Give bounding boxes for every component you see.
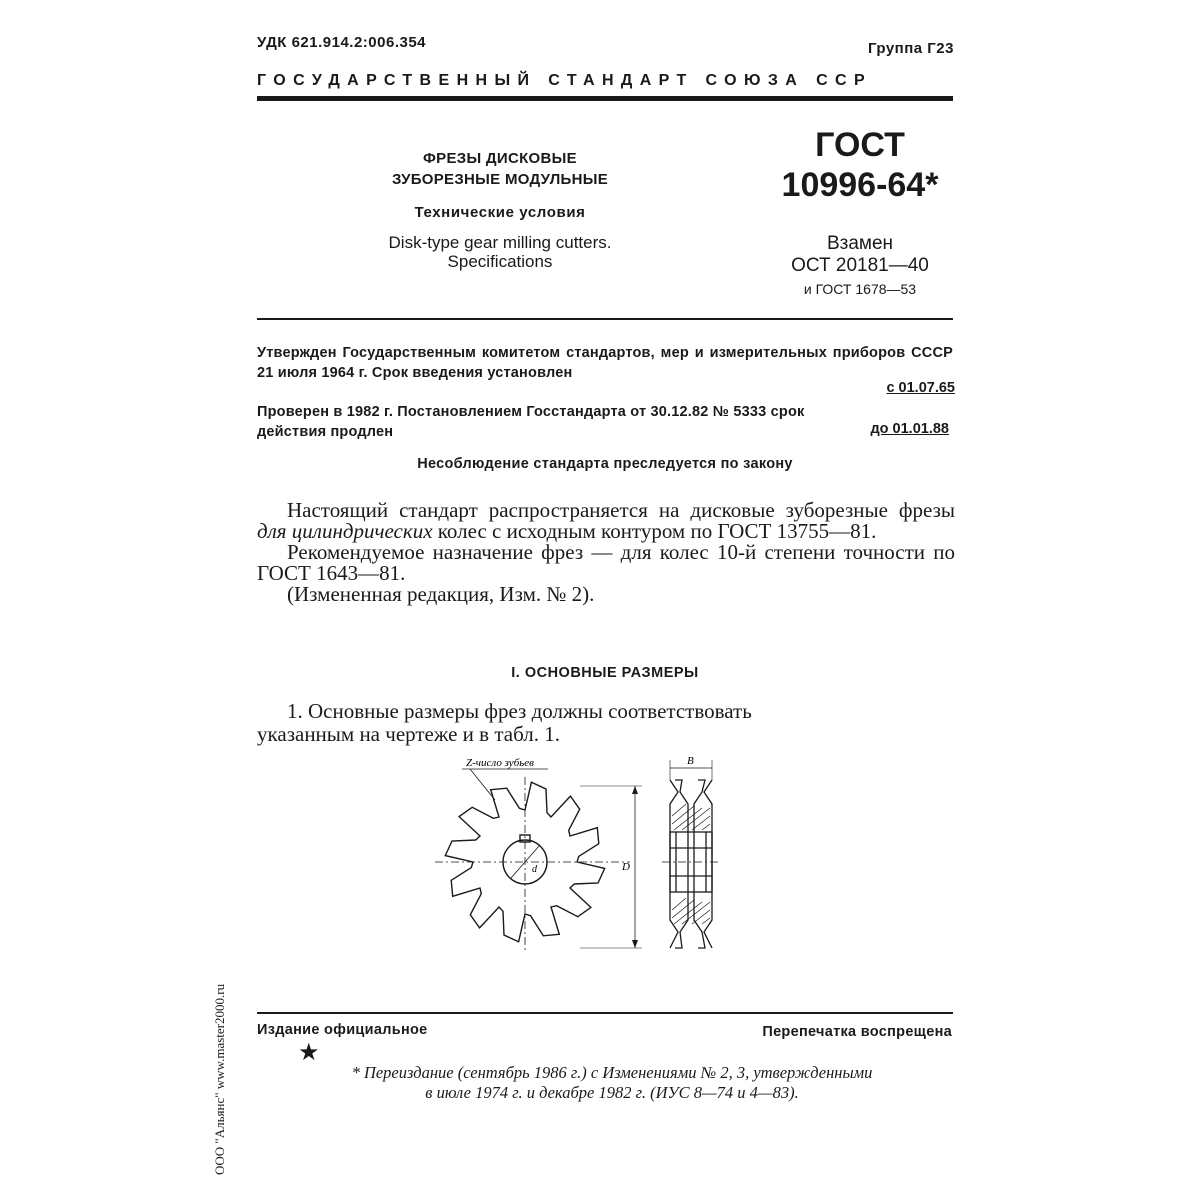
reissue-line-2: в июле 1974 г. и декабре 1982 г. (ИУС 8—74 и 4—83).: [425, 1083, 799, 1102]
watermark: ООО "Альянс" www.master2000.ru: [212, 983, 227, 1175]
bottom-rule: [257, 1012, 953, 1014]
dimensions-paragraph: [257, 700, 837, 746]
intro-paragraph-3: (Измененная редакция, Изм. № 2).: [287, 582, 595, 606]
title-english: [330, 233, 670, 271]
top-rule: [257, 96, 953, 101]
section-title: I. ОСНОВНЫЕ РАЗМЕРЫ: [511, 665, 699, 681]
gost-number: 10996-64*: [781, 166, 939, 204]
reissue-line-1: * Переиздание (сентябрь 1986 г.) с Изменениями № 2, 3, утвержденными: [351, 1063, 873, 1082]
gost-designation: [740, 125, 980, 299]
title-english-line-1: Disk-type gear milling cutters.: [388, 233, 612, 252]
udk-code: УДК 621.914.2:006.354: [257, 34, 427, 51]
para1-end: колес с исходным контуром по ГОСТ 13755—81.: [432, 519, 877, 543]
replaces-gost: и ГОСТ 1678—53: [803, 281, 917, 297]
side-view: [670, 780, 712, 948]
approval-text: Утвержден Государственным комитетом стандартов, мер и измерительных приборов СССР 21 июля 1964 г. Срок введения установлен: [257, 345, 953, 381]
dimensions-paragraph-text: 1. Основные размеры фрез должны соответствовать указанным на чертеже и в табл. 1.: [257, 699, 752, 746]
document-title: [330, 148, 670, 271]
title-english-line-2: Specifications: [447, 252, 553, 271]
star-icon: ★: [298, 1040, 320, 1066]
cutter-drawing: [430, 752, 730, 982]
approval-date: с 01.07.65: [886, 380, 955, 396]
teeth-leader: [470, 769, 495, 800]
intro-body: [257, 500, 955, 605]
para1-italic: для цилиндрических: [257, 519, 433, 543]
replaces-label: Взамен: [826, 233, 894, 254]
replaces-ost: ОСТ 20181—40: [791, 255, 929, 276]
bore-label: d: [532, 864, 537, 875]
checked-date: до 01.01.88: [870, 421, 949, 437]
teeth-label: Z-число зубьев: [466, 757, 534, 769]
legal-warning: Несоблюдение стандарта преследуется по закону: [417, 456, 793, 472]
reprint-prohibited: Перепечатка воспрещена: [762, 1024, 952, 1040]
group-code: Группа Г23: [867, 40, 954, 57]
title-line-2: ЗУБОРЕЗНЫЕ МОДУЛЬНЫЕ: [391, 171, 609, 188]
intro-paragraph-1: [257, 500, 955, 542]
intro-paragraph-2: Рекомендуемое назначение фрез — для колес 10-й степени точности по ГОСТ 1643—81.: [257, 540, 955, 585]
title-line-1: ФРЕЗЫ ДИСКОВЫЕ: [423, 150, 577, 167]
diameter-label: D: [622, 861, 630, 873]
gost-label: ГОСТ: [815, 126, 905, 164]
width-label: B: [687, 755, 694, 767]
middle-rule: [257, 318, 953, 320]
official-edition: Издание официальное: [257, 1022, 428, 1038]
checked-text: Проверен в 1982 г. Постановлением Госстандарта от 30.12.82 № 5333 срок действия продлен: [257, 404, 805, 440]
reissue-note: [292, 1063, 932, 1103]
state-standard-heading: ГОСУДАРСТВЕННЫЙ СТАНДАРТ СОЮЗА ССР: [257, 72, 873, 89]
para1-start: Настоящий стандарт распространяется на дисковые зуборезные фрезы: [287, 498, 955, 522]
title-subtitle: Технические условия: [414, 204, 586, 221]
side-view-hatching: [672, 804, 710, 924]
